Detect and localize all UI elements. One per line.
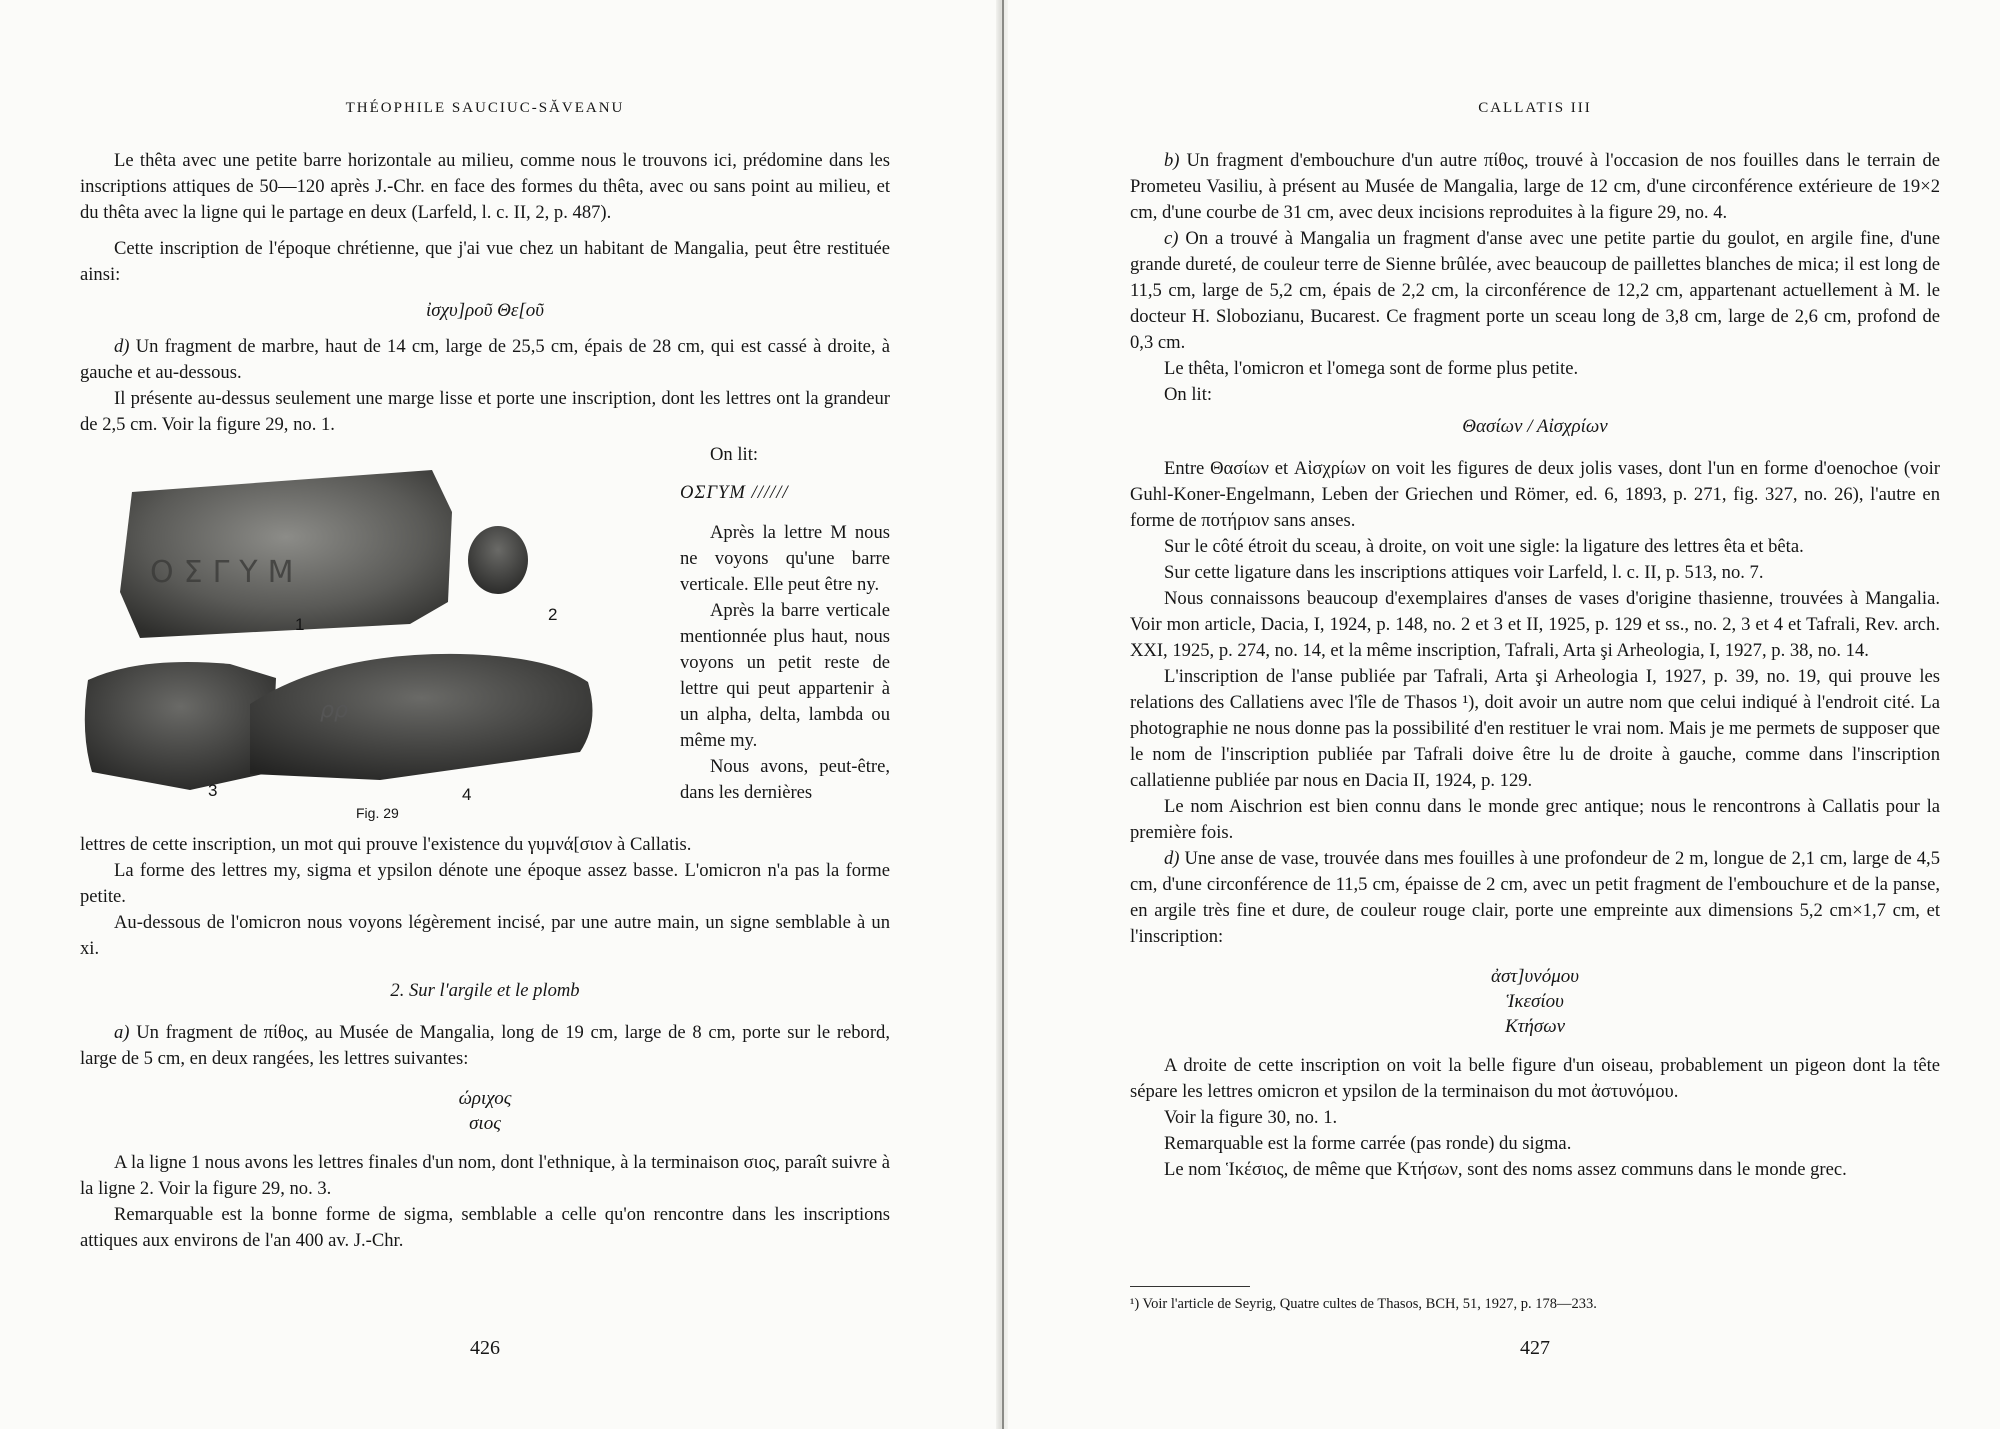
paragraph <box>80 1020 890 1072</box>
right-page <box>1130 0 1940 1429</box>
figure-label: 3 <box>208 781 218 800</box>
paragraph: Nous connaissons beaucoup d'exemplaires d'anses de vases d'origine thasienne, trouvées à Mangalia. Voir mon article, Dacia, I, 1924, p. 148, no. 2 et 3 et II, 1925, p. 129 et ss., no. 2, 3 et 4 et Tafrali, Rev. arch. XXI, 1925, p. 274, no. 14, et la même inscription, Tafrali, Arta şi Arheologia, I, 1927, p. 38, no. 14. <box>1130 588 1940 661</box>
paragraph: A la ligne 1 nous avons les lettres finales d'un nom, dont l'ethnique, à la terminaison σιος, paraît suivre à la ligne 2. Voir la figure 29, no. 3. <box>80 1152 890 1199</box>
left-page-body <box>80 148 890 1254</box>
paragraph: Sur cette ligature dans les inscriptions attiques voir Larfeld, l. c. II, p. 513, no. 7. <box>1164 562 1764 583</box>
paragraph-text: Un fragment d'embouchure d'un autre πίθος, trouvé à l'occasion de nos fouilles dans le terrain de Prometeu Vasiliu, à présent au Musée de Mangalia, large de 12 cm, d'une circonférence extérieure de 19×2 cm, d'une courbe de 31 cm, avec deux incisions reproduites à la figure 29, no. 4. <box>1130 150 1940 223</box>
running-head: CALLATIS III <box>1478 100 1592 116</box>
paragraph-text: Un fragment de πίθος, au Musée de Mangalia, long de 19 cm, large de 8 cm, porte sur le rebord, large de 5 cm, en deux rangées, les lettres suivantes: <box>80 1022 890 1069</box>
svg-text:ΟΣΓΥΜ: ΟΣΓΥΜ <box>150 555 304 590</box>
inscription-text: ΟΣΓΥΜ ////// <box>680 482 789 503</box>
paragraph-label: d) <box>1164 848 1180 869</box>
paragraph: Remarquable est la forme carrée (pas ronde) du sigma. <box>1164 1133 1572 1154</box>
figure-29-photo <box>80 442 670 832</box>
paragraph-label: b) <box>1164 150 1180 171</box>
paragraph: lettres de cette inscription, un mot qui prouve l'existence du γυμνά[σιον à Callatis. <box>80 834 692 855</box>
running-head: THÉOPHILE SAUCIUC-SĂVEANU <box>345 100 625 116</box>
paragraph: Voir la figure 30, no. 1. <box>1164 1107 1338 1128</box>
paragraph <box>1130 846 1940 950</box>
figure-label: 2 <box>548 605 558 624</box>
paragraph: Le nom Aischrion est bien connu dans le monde grec antique; nous le rencontrons à Callatis pour la première fois. <box>1130 796 1940 843</box>
paragraph <box>1130 226 1940 356</box>
paragraph-text: Une anse de vase, trouvée dans mes fouilles à une profondeur de 2 m, longue de 2,1 cm, large de 4,5 cm, d'une circonférence de 11,5 cm, épaisse de 2 cm, avec un petit fragment de l'embouchure et de la panse, en argile très fine et dure, de couleur rouge clair, porte une empreinte aux dimensions 5,2 cm×1,7 cm, et l'inscription: <box>1130 848 1940 947</box>
greek-line: Ἱκεσίου <box>1506 991 1564 1012</box>
greek-line: Κτήσων <box>1504 1016 1566 1037</box>
greek-restitution: ἰσχυ]ροῦ Θε[οῦ <box>425 300 545 321</box>
paragraph: Au-dessous de l'omicron nous voyons légèrement incisé, par une autre main, un signe semblable à un xi. <box>80 912 890 959</box>
paragraph: Sur le côté étroit du sceau, à droite, on voit une sigle: la ligature des lettres êta et bêta. <box>1164 536 1804 557</box>
paragraph-label: d) <box>114 336 130 357</box>
paragraph: A droite de cette inscription on voit la belle figure d'un oiseau, probablement un pigeon dont la tête sépare les lettres omicron et ypsilon de la terminaison du mot ἀστυνόμου. <box>1130 1055 1940 1102</box>
paragraph-label: c) <box>1164 228 1179 249</box>
greek-line: ώριχος <box>458 1088 512 1109</box>
paragraph: Cette inscription de l'époque chrétienne, que j'ai vue chez un habitant de Mangalia, peut être restituée ainsi: <box>80 238 890 285</box>
figure-29-row <box>80 442 890 832</box>
paragraph: Entre Θασίων et Αἰσχρίων on voit les figures de deux jolis vases, dont l'un en forme d'oenochoe (voir Guhl-Koner-Engelmann, Leben der Griechen und Römer, ed. 6, 1893, p. 271, fig. 327, no. 26), l'autre en forme de ποτήριον sans anses. <box>1130 458 1940 531</box>
paragraph: On lit: <box>710 444 759 465</box>
paragraph: La forme des lettres my, sigma et ypsilon dénote une époque assez basse. L'omicron n'a pas la forme petite. <box>80 860 890 907</box>
paragraph: Le thêta, l'omicron et l'omega sont de forme plus petite. <box>1164 358 1579 379</box>
figure-29 <box>80 442 670 832</box>
paragraph <box>1130 148 1940 226</box>
greek-inscription <box>1130 964 1940 1039</box>
figure-label: 1 <box>295 615 305 634</box>
paragraph: Nous avons, peut-être, dans les dernières <box>680 756 890 803</box>
paragraph: Le thêta avec une petite barre horizontale au milieu, comme nous le trouvons ici, prédomine dans les inscriptions attiques de 50—120 après J.-Chr. en face des formes du thêta, avec ou sans point au milieu, et du thêta avec la ligne qui le partage en deux (Larfeld, l. c. II, 2, p. 487). <box>80 150 890 223</box>
greek-inscription <box>80 1086 890 1136</box>
page-number: 427 <box>1520 1337 1550 1359</box>
paragraph: L'inscription de l'anse publiée par Tafrali, Arta şi Arheologia I, 1927, p. 39, no. 19, qui prouve les relations des Callatiens avec l'île de Thasos ¹), doit avoir un autre nom que celui indiqué à l'endroit cité. La photographie ne nous donne pas la possibilité d'en restituer le vrai nom. Mais je me permets de supposer que le nom de l'inscription publiée par Tafrali doive être lu de droite à gauche, comme dans l'inscription callatienne publiée par nous en Dacia II, 1924, p. 129. <box>1130 666 1940 791</box>
paragraph: Remarquable est la bonne forme de sigma, semblable a celle qu'on rencontre dans les inscriptions attiques aux environs de l'an 400 av. J.-Chr. <box>80 1204 890 1251</box>
paragraph-text: On a trouvé à Mangalia un fragment d'anse avec une petite partie du goulot, en argile fine, d'une grande dureté, de couleur terre de Sienne brûlée, avec beaucoup de paillettes blanches de mica; il est long de 11,5 cm, large de 5,2 cm, épais de 2,2 cm, la circonférence de 12,2 cm, appartenant actuellement à M. le docteur H. Slobozianu, Bucarest. Ce fragment porte un sceau long de 3,8 cm, large de 2,6 cm, profond de 0,3 cm. <box>1130 228 1940 353</box>
paragraph: Le nom Ἱκέσιος, de même que Κτήσων, sont des noms assez communs dans le monde grec. <box>1164 1159 1847 1180</box>
figure-side-text <box>680 442 890 806</box>
page-number: 426 <box>470 1337 500 1359</box>
greek-inscription: Θασίων / Αἰσχρίων <box>1462 416 1608 437</box>
paragraph: Il présente au-dessus seulement une marge lisse et porte une inscription, dont les lettres ont la grandeur de 2,5 cm. Voir la figure 29, no. 1. <box>80 388 890 435</box>
paragraph-text: Un fragment de marbre, haut de 14 cm, large de 25,5 cm, épais de 28 cm, qui est cassé à droite, à gauche et au-dessous. <box>80 336 890 383</box>
paragraph: Après la barre verticale mentionnée plus haut, nous voyons un petit reste de lettre qui peut appartenir à un alpha, delta, lambda ou même my. <box>680 600 890 751</box>
paragraph: On lit: <box>1164 384 1213 405</box>
footnote: ¹) Voir l'article de Seyrig, Quatre cultes de Thasos, BCH, 51, 1927, p. 178—233. <box>1130 1296 1597 1312</box>
figure-caption: Fig. 29 <box>356 805 399 821</box>
section-title: 2. Sur l'argile et le plomb <box>390 980 580 1001</box>
left-page <box>80 0 890 1429</box>
paragraph-label: a) <box>114 1022 130 1043</box>
gutter-line <box>1002 0 1004 1429</box>
right-page-body <box>1130 148 1940 1183</box>
paragraph: Après la lettre M nous ne voyons qu'une barre verticale. Elle peut être ny. <box>680 522 890 595</box>
greek-line: ἀστ]υνόμου <box>1491 966 1579 987</box>
figure-label: 4 <box>462 785 472 804</box>
paragraph <box>80 334 890 386</box>
footnote-rule <box>1130 1286 1250 1287</box>
greek-line: σιος <box>469 1113 501 1134</box>
svg-text:ρρ: ρρ <box>320 698 348 723</box>
